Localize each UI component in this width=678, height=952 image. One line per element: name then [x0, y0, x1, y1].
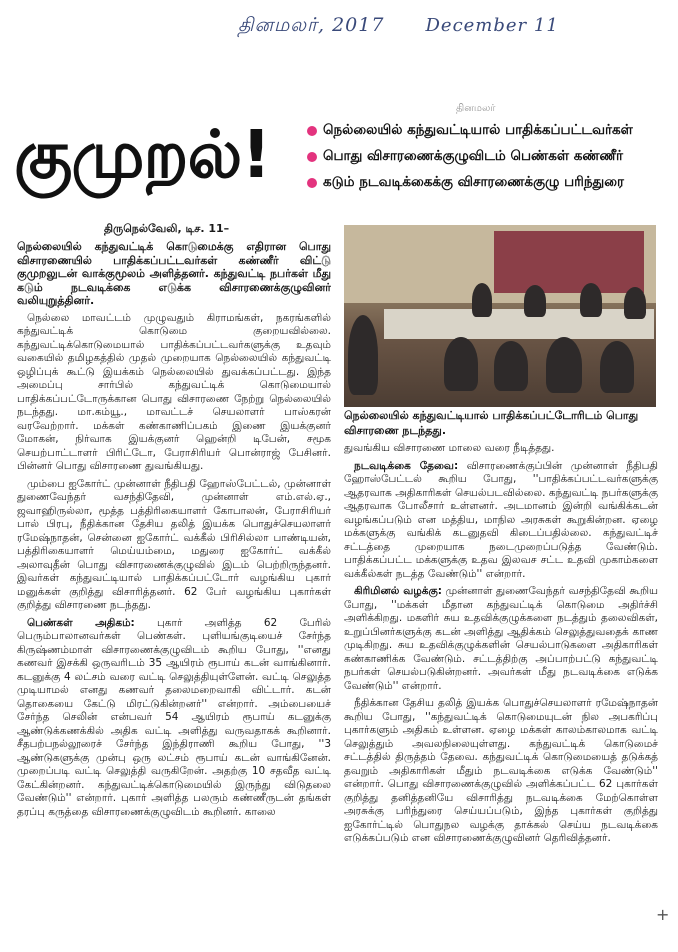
photo-caption: நெல்லையில் கந்துவட்டியால் பாதிக்கப்பட்டோரிடம் பொது விசாரணை நடந்தது. [344, 409, 639, 437]
photo-person [444, 337, 478, 391]
highlights-list [307, 118, 667, 196]
article-paragraph [344, 460, 658, 582]
article-intro: நெல்லையில் கந்துவட்டிக் கொடுமைக்கு எதிரான பொது விசாரணையில் பாதிக்கப்பட்டவர்கள் கண்ணீர் விட்டு குமுறலுடன் வாக்குமூலம் அளித்தனர். கந்துவட்டி நபர்கள் மீது கடும் நடவடிக்கை எடுக்க விசாரணைக்குழுவினர் வலியுறுத்தினர். [17, 240, 331, 307]
photo-person [524, 285, 546, 317]
news-photo [344, 225, 656, 407]
plus-mark-icon: + [656, 905, 670, 924]
subhead-women: பெண்கள் அதிகம்: [27, 616, 135, 629]
paragraph-text: புகார் அளித்த 62 பேரில் பெரும்பாலானவர்கள் பெண்கள். புளியங்குடியைச் சேர்ந்த கிருஷ்ணம்மாள் விசாரணைக்குழுவிடம் கூறிய போது, ''எனது கணவர் இசக்கி ஒருவரிடம் 35 ஆயிரம் ரூபாய் கடன் வாங்கினார். கடனுக்கு 4 லட்சம் வரை வட்டி செலுத்தியுள்ளேன். வட்டி செலுத்த முடியாமல் எனது கணவர் தலைமறைவாகி விட்டார். கடன் தொகையை கேட்டு மிரட்டுகின்றனர்'' என்றார். அம்பையைச் சேர்ந்த செலின் என்பவர் 54 ஆயிரம் ரூபாய் கடனுக்கு ஆண்டுக்கணக்கில் அதிக வட்டி அளித்து வருவதாகக் கூறினார். சீதபற்பநல்லூரைச் சேர்ந்த இந்திராணி கூறிய போது, ''3 ஆண்டுகளுக்கு முன்பு ஒரு லட்சம் ரூபாய் கடன் வாங்கினேன். முறைப்படி வட்டி செலுத்தி வருகிறேன். அதற்கு 10 சதவீத வட்டி கேட்கின்றனர். கந்துவட்டிக்கொடுமையில் இருந்து விடுதலை வேண்டும்'' என்றார். புகார் அளித்த பலரும் கண்ணீருடன் தங்கள் தரப்பு கருத்தை விசாரணைக்குழுவிடம் கூறினர். காலை [17, 616, 331, 818]
paragraph-text: முன்னாள் துணைவேந்தர் வசந்திதேவி கூறிய போது, ''மக்கள் மீதான கந்துவட்டிக் கொடுமை அதிர்ச்சி அளிக்கிறது. மகளிர் சுய உதவிக்குழுக்களை நடத்தும் தலைவிகள், உறுப்பினர்களுக்கு கடன் அளித்து ஆதிக்கம் செலுத்துவதைக் காண முடிகிறது. சுய உதவிக்குழுக்களின் செயல்பாடுகளை அதிகாரிகள் கண்காணிக்க வேண்டும். சட்டத்திற்கு அப்பாற்பட்டு கந்துவட்டி நபர்கள் செயல்படுகின்றனர். அவர்கள் மீது நடவடிக்கை எடுக்க வேண்டும்'' என்றார். [344, 585, 658, 692]
subhead-action: நடவடிக்கை தேவை: [354, 459, 459, 472]
handwritten-year: 2017 [332, 14, 385, 36]
photo-person [472, 283, 492, 317]
bullet-dot-icon [307, 178, 317, 188]
dateline: திருநெல்வேலி, டிச. 11– [104, 222, 230, 235]
article-paragraph [344, 585, 658, 693]
article-column-left [17, 240, 331, 940]
photo-person [580, 283, 602, 317]
article-paragraph [17, 617, 331, 820]
highlight-item [307, 170, 667, 196]
paragraph-text: விசாரணைக்குப்பின் முன்னாள் நீதிபதி ஹோஸ்பேட்டல் கூறிய போது, ''பாதிக்கப்பட்டவர்களுக்கு ஆதரவாக அதிகாரிகள் செயல்படவில்லை. கந்துவட்டி நபர்களுக்கு ஆதரவாக போலீசார் உள்ளனர். அடமானம் இன்றி வங்கிக்கடன் வழங்கப்படும் என மத்திய, மாநில அரசுகள் கூறுகின்றன. ஏழை மக்களுக்கு வங்கிக் கடனுதவி கிடைப்பதில்லை. கந்துவட்டிச் சட்டத்தை முறையாக நடைமுறைப்படுத்த வேண்டும். பாதிக்கப்பட்ட மக்களுக்கு உதவ இலவச சட்ட உதவி முகாம்களை வக்கீல்கள் நடத்த வேண்டும்'' என்றார். [344, 459, 658, 580]
subhead-criminal-case: கிரிமினல் வழக்கு: [354, 585, 442, 597]
photo-person [348, 315, 378, 395]
highlight-item [307, 118, 667, 144]
photo-table [384, 309, 654, 339]
page-headline: குமுறல்! [14, 116, 271, 193]
article-paragraph: நெல்லை மாவட்டம் முழுவதும் கிராமங்கள், நகரங்களில் கந்துவட்டிக் கொடுமை குறையவில்லை. கந்துவட்டிக்கொடுமையால் பாதிக்கப்பட்டவர்களுக்கு உதவும் வகையில் தமிழகத்தில் முதல் முறையாக நெல்லையில் கந்துவட்டி ஒழிப்புக் கூட்டு இயக்கம் நெல்லையில் துவக்கப்பட்டது. இந்த அமைப்பு சார்பில் கந்துவட்டிக் கொடுமையால் பாதிக்கப்பட்டோருக்கான பொது விசாரணை நேற்று நெல்லையில் நடந்தது. மா.கம்யூ., மாவட்டச் செயலாளர் பாஸ்கரன் வரவேற்றார். மக்கள் கண்காணிப்பகம் இணை இயக்குனர் மோகன், நிர்வாக இயக்குனர் ஹென்றி டிபேன், சமூக செயற்பாட்டாளர் பிரிட்டோ, பேராசிரியர் பொன்ராஜ் பேசினர். பின்னர் பொது விசாரணை துவங்கியது. [17, 311, 331, 472]
highlight-text: கடும் நடவடிக்கைக்கு விசாரணைக்குழு பரிந்துரை [323, 174, 624, 190]
photo-person [600, 341, 634, 393]
photo-person [624, 287, 646, 319]
handwritten-publication: தினமலர் [238, 14, 318, 36]
bullet-dot-icon [307, 152, 317, 162]
highlight-text: பொது விசாரணைக்குழுவிடம் பெண்கள் கண்ணீர் [323, 148, 624, 164]
bullet-dot-icon [307, 126, 317, 136]
handwritten-date: December 11 [425, 15, 559, 36]
highlight-item [307, 144, 667, 170]
highlight-text: நெல்லையில் கந்துவட்டியால் பாதிக்கப்பட்டவர்கள் [323, 122, 633, 138]
stamp-mark: தினமலர் [456, 103, 496, 114]
article-column-right [344, 442, 658, 942]
photo-person [546, 337, 582, 393]
photo-person [494, 341, 528, 391]
article-paragraph: துவங்கிய விசாரணை மாலை வரை நீடித்தது. [344, 442, 555, 454]
photo-banner [494, 231, 644, 293]
handwritten-date-note: தினமலர், 2017 December 11 [238, 14, 559, 36]
article-paragraph: நீதிக்கான தேசிய தலித் இயக்க பொதுச்செயலாளர் ரமேஷ்நாதன் கூறிய போது, ''கந்துவட்டிக் கொடுமையுடன் நில அபகரிப்பு புகார்களும் அதிகம் உள்ளன. ஏழை மக்கள் காலம்காலமாக வட்டி செலுத்தும் அவலநிலையுள்ளது. கந்துவட்டிக் கொடுமைச் சட்டத்தில் திருத்தம் தேவை. கந்துவட்டிக் கொடுமையைத் தடுக்கத் தவறும் அதிகாரிகள் மீதும் நடவடிக்கை எடுக்க வேண்டும்'' என்றார். பொது விசாரணைக்குழுவில் அளிக்கப்பட்ட 62 புகார்கள் குறித்து தனித்தனியே விசாரித்து நடவடிக்கை மேற்கொள்ள அரசுக்கு பரிந்துரை செய்யப்படும், இந்த புகார்கள் குறித்து ஐகோர்ட்டில் பொதுநல வழக்கு தாக்கல் செய்ய நடவடிக்கை எடுக்கப்படும் என விசாரணைக்குழுவினர் தெரிவித்தனர். [344, 697, 658, 844]
article-paragraph: மும்பை ஐகோர்ட் முன்னாள் நீதிபதி ஹோஸ்பேட்டல், முன்னாள் துணைவேந்தர் வசந்திதேவி, முன்னாள் எம்.எல்.ஏ., ஜவாஹிருல்லா, மூத்த பத்திரிகையாளர் கோபாலன், பேராசிரியர் பால் பிரபு, நீதிக்கான தேசிய தலித் இயக்க பொதுச்செயலாளர் ரமேஷ்நாதன், சென்னை ஐகோர்ட் வக்கீல் பிரிசில்லா பாண்டியன், பத்திரிகையாளர் மெய்யம்மை, மதுரை ஐகோர்ட் வக்கீல் அலாவுதீன் பொது விசாரணைக்குழுவில் இடம் பெற்றிருந்தனர். இவர்கள் கந்துவட்டியால் பாதிக்கப்பட்டோர் வழங்கிய புகார் மனுக்கள் குறித்து விசாரித்தனர். 62 பேர் வழங்கிய புகார்கள் குறித்து விசாரணை நடந்தது. [17, 477, 331, 611]
